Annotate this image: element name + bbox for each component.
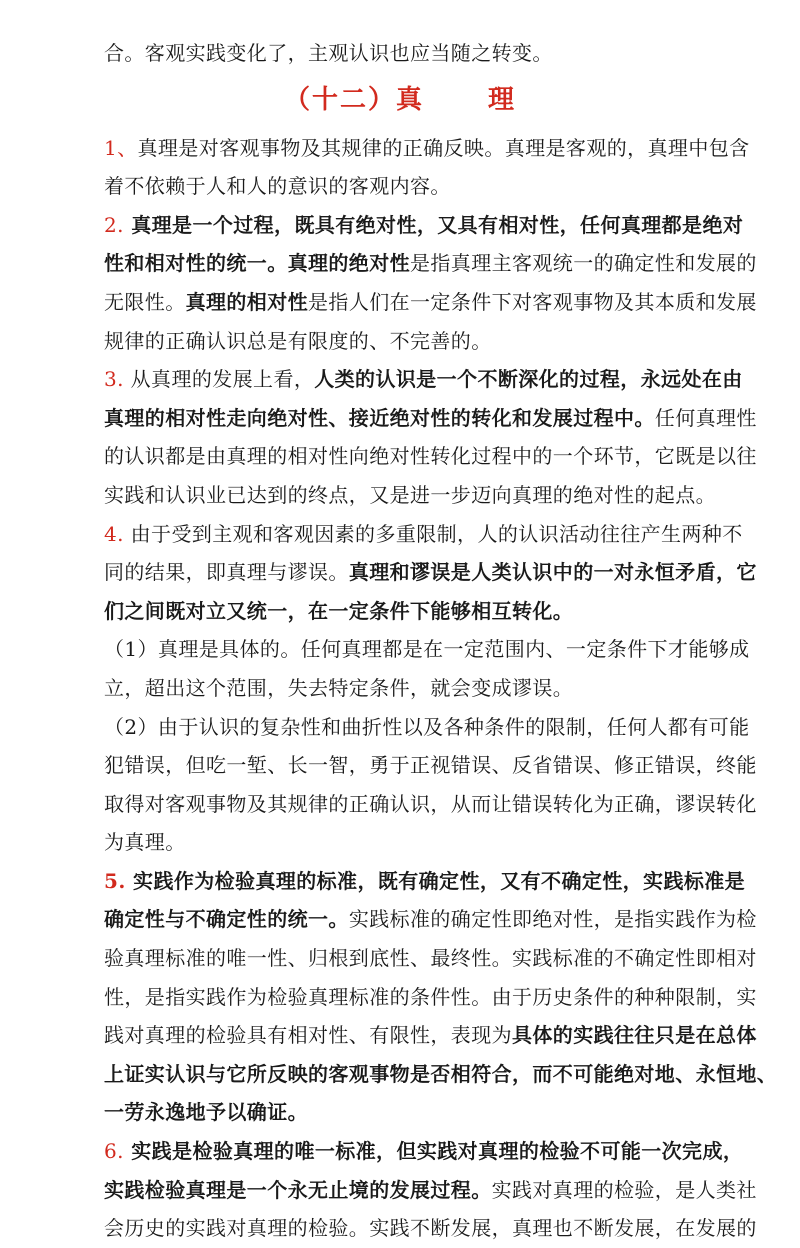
paragraph-text: 的认识都是由真理的相对性向绝对性转化过程中的一个环节，它既是以往	[104, 444, 757, 469]
paragraph-number: 2.	[104, 212, 124, 237]
paragraph-text: 无限性。	[104, 289, 186, 314]
emphasis-text: 真理是一个过程，既具有绝对性，又具有相对性，任何真理都是绝对	[123, 212, 744, 237]
paragraph-number: 4.	[104, 521, 124, 546]
emphasis-text: 真理的相对性走向绝对性、接近绝对性的转化和发展过程中。	[104, 405, 655, 430]
emphasis-text: 实践检验真理是一个永无止境的发展过程。	[104, 1177, 492, 1202]
emphasis-text: 真理和谬误是人类认识中的一对永恒矛盾，它	[348, 560, 757, 585]
paragraph-5	[104, 862, 778, 1132]
paragraph-text: 践对真理的检验具有相对性、有限性，表现为	[104, 1023, 512, 1048]
emphasis-text: 一劳永逸地予以确证。	[104, 1100, 308, 1125]
paragraph-text: （2）由于认识的复杂性和曲折性以及各种条件的限制，任何人都有可能	[104, 714, 750, 739]
paragraph-text: 犯错误，但吃一堑、长一智，勇于正视错误、反省错误、修正错误，终能	[104, 753, 757, 778]
section-title-open: （十二）真	[283, 84, 424, 115]
paragraph-text: 实践和认识业已达到的终点，又是进一步迈向真理的绝对性的起点。	[104, 482, 716, 507]
emphasis-text: 上证实认识与它所反映的客观事物是否相符合，而不可能绝对地、永恒地、	[104, 1061, 778, 1086]
paragraph-text: 规律的正确认识总是有限度的、不完善的。	[104, 328, 492, 353]
paragraph-text: 验真理标准的唯一性、归根到底性、最终性。实践标准的不确定性即相对	[104, 946, 757, 971]
paragraph-text: 是指人们在一定条件下对客观事物及其本质和发展	[308, 289, 757, 314]
paragraph-text: 取得对客观事物及其规律的正确认识，从而让错误转化为正确，谬误转化	[104, 791, 757, 816]
paragraph-4	[104, 515, 757, 631]
paragraph-text: 实践标准的确定性即绝对性，是指实践作为检	[348, 907, 757, 932]
paragraph-1	[104, 129, 750, 206]
sub-point-1	[104, 630, 750, 707]
paragraph-text: 由于受到主观和客观因素的多重限制，人的认识活动往往产生两种不	[123, 521, 743, 546]
paragraph-text: 会历史的实践对真理的检验。实践不断发展，真理也不断发展，在发展的	[104, 1216, 757, 1241]
paragraph-text: 真理是对客观事物及其规律的正确反映。真理是客观的，真理中包含	[137, 135, 750, 160]
paragraph-text: 任何真理性	[654, 405, 757, 430]
paragraph-2	[104, 206, 757, 360]
continued-paragraph-line: 合。客观实践变化了，主观认识也应当随之转变。	[104, 41, 553, 65]
paragraph-number: 6.	[104, 1139, 124, 1164]
paragraph-text: 立，超出这个范围，失去特定条件，就会变成谬误。	[104, 675, 574, 700]
emphasis-text: 人类的认识是一个不断深化的过程，永远处在由	[314, 367, 743, 392]
sub-point-2	[104, 708, 757, 862]
paragraph-text: （1）真理是具体的。任何真理都是在一定范围内、一定条件下才能够成	[104, 637, 750, 662]
paragraph-text: 实践对真理的检验，是人类社	[491, 1177, 757, 1202]
section-title-close: 理	[488, 84, 517, 115]
paragraph-6	[104, 1132, 757, 1248]
paragraph-text: 着不依赖于人和人的意识的客观内容。	[104, 174, 451, 199]
section-title	[50, 77, 750, 123]
emphasis-text: 确定性与不确定性的统一。	[104, 907, 349, 932]
emphasis-text: 实践是检验真理的唯一标准，但实践对真理的检验不可能一次完成，	[123, 1139, 744, 1164]
paragraph-text: 是指真理主客观统一的确定性和发展的	[410, 251, 757, 276]
paragraph-number: 5.	[104, 868, 126, 893]
paragraph-number: 1、	[104, 135, 138, 160]
paragraph-text: 从真理的发展上看，	[123, 367, 315, 392]
paragraph-text: 性，是指实践作为检验真理标准的条件性。由于历史条件的种种限制，实	[104, 984, 757, 1009]
emphasis-text: 性和相对性的统一。真理的绝对性	[104, 251, 410, 276]
paragraph-text: 为真理。	[104, 830, 186, 855]
emphasis-text: 实践作为检验真理的标准，既有确定性，又有不确定性，实践标准是	[125, 868, 746, 893]
paragraph-number: 3.	[104, 367, 124, 392]
emphasis-text: 真理的相对性	[185, 289, 309, 314]
paragraph-3	[104, 360, 757, 514]
paragraph-text: 同的结果，即真理与谬误。	[104, 560, 349, 585]
emphasis-text: 们之间既对立又统一，在一定条件下能够相互转化。	[104, 598, 574, 623]
emphasis-text: 具体的实践往往只是在总体	[512, 1023, 757, 1048]
